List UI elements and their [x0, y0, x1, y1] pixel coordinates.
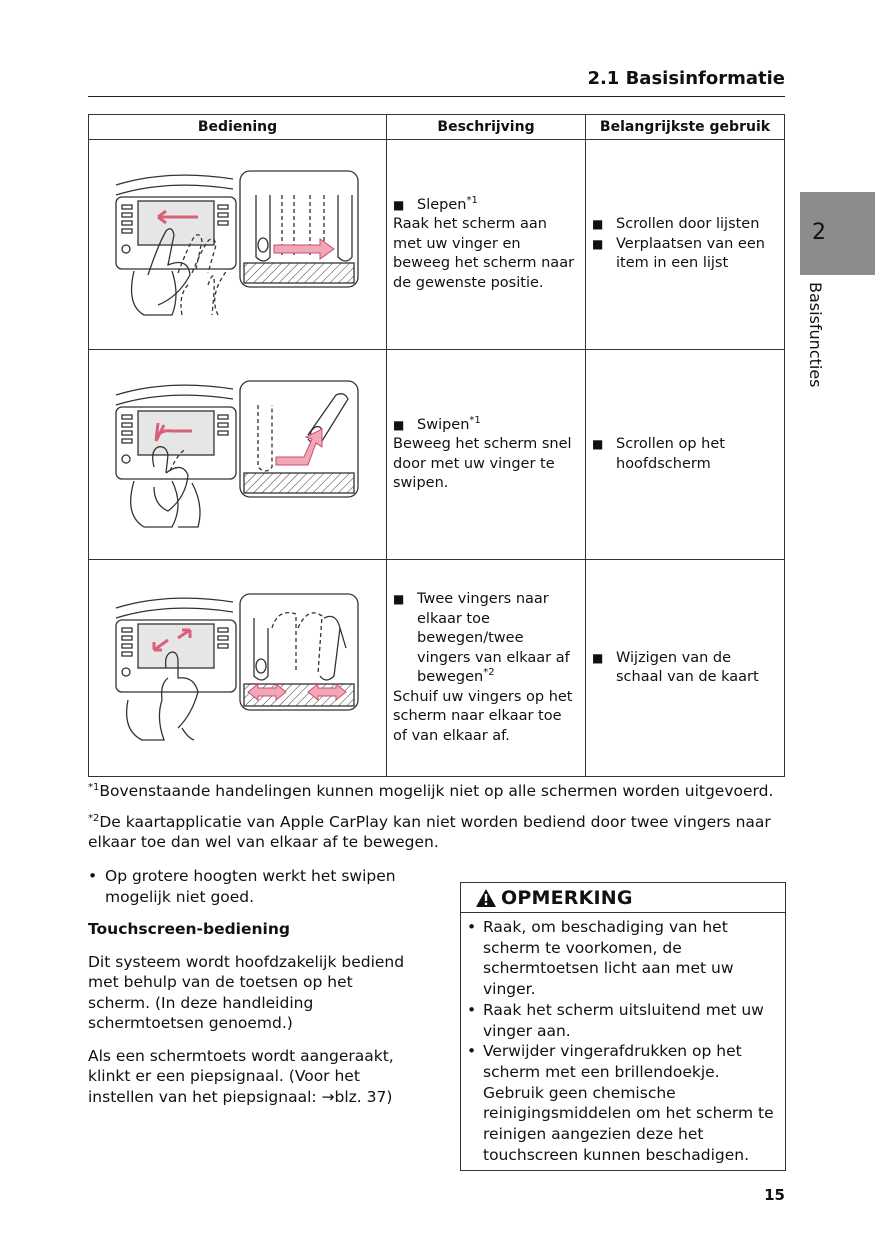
table-header-row [89, 115, 785, 140]
list-item: • Op grotere hoogten werkt het swipen mogelijk niet goed. [88, 867, 396, 906]
notice-title: OPMERKING [501, 886, 633, 909]
footnote-2: $^{*2}$De kaartapplicatie van Apple CarPlay kan niet worden bediend door twee vingers naar elkaar toe dan wel van elkaar af te bewegen. [88, 812, 771, 851]
chapter-label: Basisfuncties [806, 282, 825, 388]
use-item: Scrollen door lijsten [616, 216, 760, 233]
illustration-cell [89, 140, 387, 350]
uses-cell: ■ Scrollen op het hoofdscherm [586, 350, 785, 560]
page-number: 15 [764, 1186, 785, 1204]
gesture-description: Beweeg het scherm snel door met uw vinger te swipen. [393, 436, 572, 491]
table-row [89, 560, 785, 777]
gesture-name: Swipen [417, 416, 470, 433]
gesture-name: Twee vingers naar elkaar toe bewegen/twee vingers van elkaar af bewegen [417, 591, 570, 685]
illustration-cell [89, 560, 387, 777]
page-header [88, 66, 785, 97]
footnote-1: $^{*1}$Bovenstaande handelingen kunnen mogelijk niet op alle schermen worden uitgevoerd. [88, 781, 774, 800]
left-column [88, 866, 418, 1107]
list-item: • Raak, om beschadiging van het scherm te voorkomen, de schermtoetsen licht aan met uw vinger. [467, 918, 734, 999]
gesture-name: Slepen [417, 196, 467, 213]
swipe-illustration [108, 375, 368, 535]
use-item: Verplaatsen van een item in een lijst [616, 235, 765, 272]
section-title: 2.1 Basisinformatie [587, 68, 785, 89]
gesture-description: Raak het scherm aan met uw vinger en beweeg het scherm naar de gewenste positie. [393, 216, 575, 291]
footnote-mark: *2 [483, 667, 495, 679]
use-item: Wijzigen van de schaal van de kaart [616, 649, 759, 685]
description-cell: ■ Swipen$^{*1}$ Beweeg het scherm snel door met uw vinger te swipen. [387, 350, 586, 560]
notice-box [460, 882, 786, 1171]
footnote-mark: *1 [466, 194, 478, 206]
header-bediening: Bediening [89, 115, 387, 140]
description-cell: ■ Twee vingers naar elkaar toe bewegen/twee vingers van elkaar af bewegen$^{*2}$ Schuif uw vingers op het scherm naar elkaar toe of van elkaar af. [387, 560, 586, 777]
list-item: • Verwijder vingerafdrukken op het scherm met een brillendoekje. Gebruik geen chemische reinigingsmiddelen om het scherm te reinigen aangezien deze het touchscreen kunnen beschadigen. [467, 1042, 774, 1164]
subheading: Touchscreen-bediening [88, 920, 290, 938]
gesture-description: Schuif uw vingers op het scherm naar elkaar toe of van elkaar af. [393, 688, 573, 744]
illustration-cell [89, 350, 387, 560]
header-gebruik: Belangrijkste gebruik [586, 115, 785, 140]
drag-illustration [108, 165, 368, 325]
list-item: • Raak het scherm uitsluitend met uw vinger aan. [467, 1000, 764, 1040]
paragraph: Dit systeem wordt hoofdzakelijk bediend met behulp van de toetsen op het scherm. (In deze handleiding schermtoetsen genoemd.) [88, 952, 405, 1032]
operations-table [88, 114, 785, 777]
paragraph: Als een schermtoets wordt aangeraakt, klinkt er een piepsignaal. (Voor het instellen van het piepsignaal: →blz. 37) [88, 1046, 394, 1106]
footnote-mark: *1 [469, 414, 481, 426]
use-item: Scrollen op het hoofdscherm [616, 436, 725, 472]
notice-list [461, 913, 785, 1165]
bullet-square: ■ [393, 197, 405, 212]
header-beschrijving: Beschrijving [387, 115, 586, 140]
table-row [89, 350, 785, 560]
uses-cell: ■ Wijzigen van de schaal van de kaart [586, 560, 785, 777]
chapter-number: 2 [812, 220, 826, 245]
description-cell [387, 140, 586, 350]
uses-cell: ■ Scrollen door lijsten ■ Verplaatsen van een item in een lijst [586, 140, 785, 350]
table-row [89, 140, 785, 350]
pinch-illustration [108, 588, 368, 748]
warning-icon [475, 888, 497, 908]
notice-header [461, 883, 785, 913]
